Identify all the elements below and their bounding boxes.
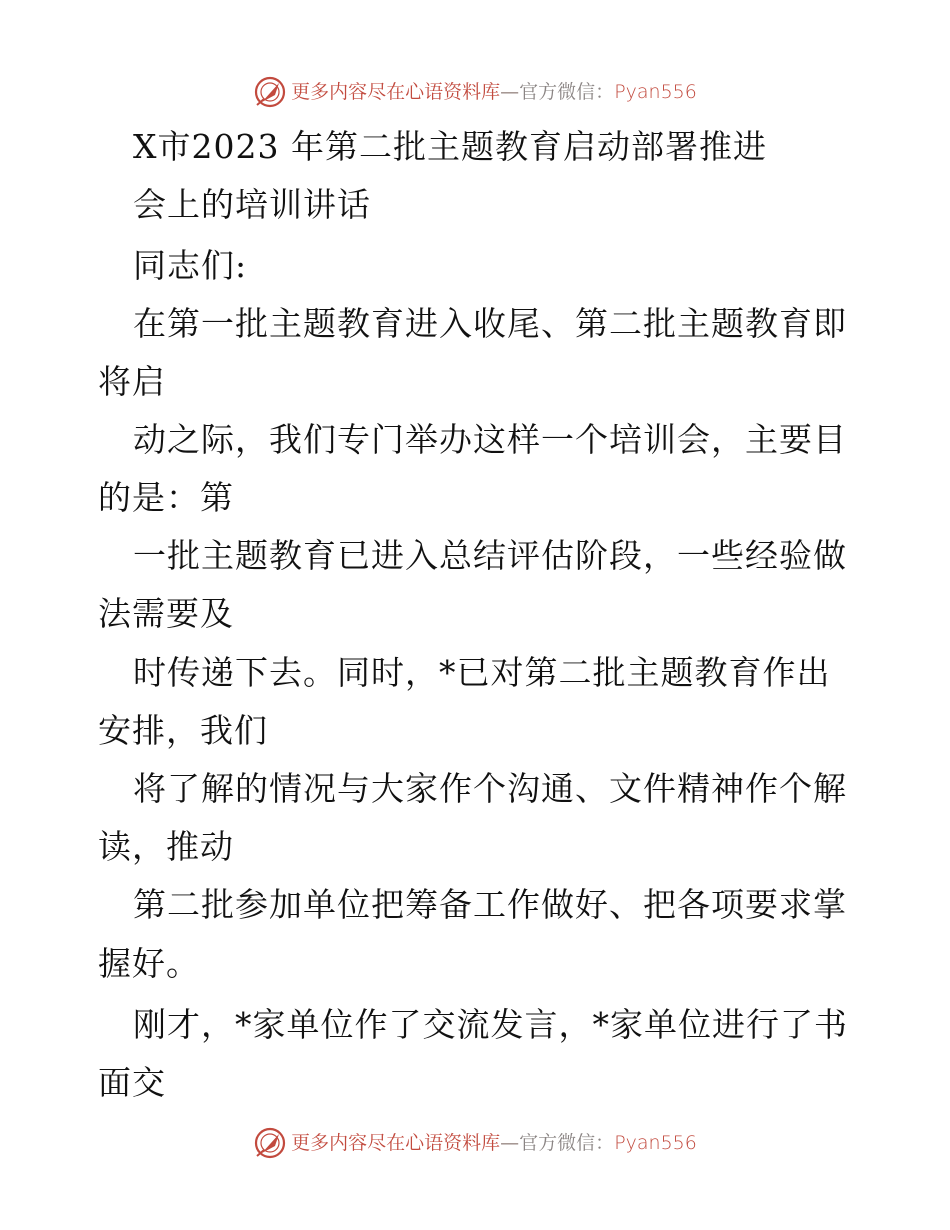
document-title-line-1: X市2023 年第二批主题教育启动部署推进	[133, 127, 767, 166]
paragraph-line: 一批主题教育已进入总结评估阶段，一些经验做	[133, 536, 847, 575]
paragraph-line: 安排，我们	[98, 711, 268, 750]
paragraph-line: 刚才，*家单位作了交流发言，*家单位进行了书	[133, 1005, 848, 1044]
paragraph-line: 将启	[98, 362, 166, 401]
watermark-wechat-label: 官方微信：	[519, 1132, 615, 1154]
watermark-separator: —	[500, 1132, 520, 1154]
quill-emblem-icon	[253, 75, 287, 109]
quill-emblem-icon	[253, 1126, 287, 1160]
paragraph-line: 时传递下去。同时，*已对第二批主题教育作出	[133, 653, 831, 692]
document-title-line-2: 会上的培训讲话	[133, 185, 371, 224]
paragraph-line: 动之际，我们专门举办这样一个培训会，主要目	[133, 420, 847, 459]
paragraph-line: 将了解的情况与大家作个沟通、文件精神作个解	[133, 769, 847, 808]
watermark-wechat-label: 官方微信：	[519, 81, 615, 103]
salutation: 同志们:	[133, 246, 248, 285]
footer-watermark	[0, 1126, 950, 1160]
paragraph-line: 的是：第	[98, 478, 234, 517]
paragraph-line: 在第一批主题教育进入收尾、第二批主题教育即	[133, 304, 847, 343]
watermark-site-text: 更多内容尽在心语资料库	[291, 81, 501, 103]
paragraph-line: 握好。	[98, 944, 200, 983]
header-watermark	[0, 75, 950, 109]
watermark-wechat-id: Pyan556	[614, 81, 697, 103]
watermark-separator: —	[500, 81, 520, 103]
watermark-site-text: 更多内容尽在心语资料库	[291, 1132, 501, 1154]
paragraph-line: 面交	[98, 1063, 166, 1102]
paragraph-line: 第二批参加单位把筹备工作做好、把各项要求掌	[133, 885, 847, 924]
watermark-wechat-id: Pyan556	[614, 1132, 697, 1154]
paragraph-line: 读，推动	[98, 827, 234, 866]
paragraph-line: 法需要及	[98, 594, 234, 633]
